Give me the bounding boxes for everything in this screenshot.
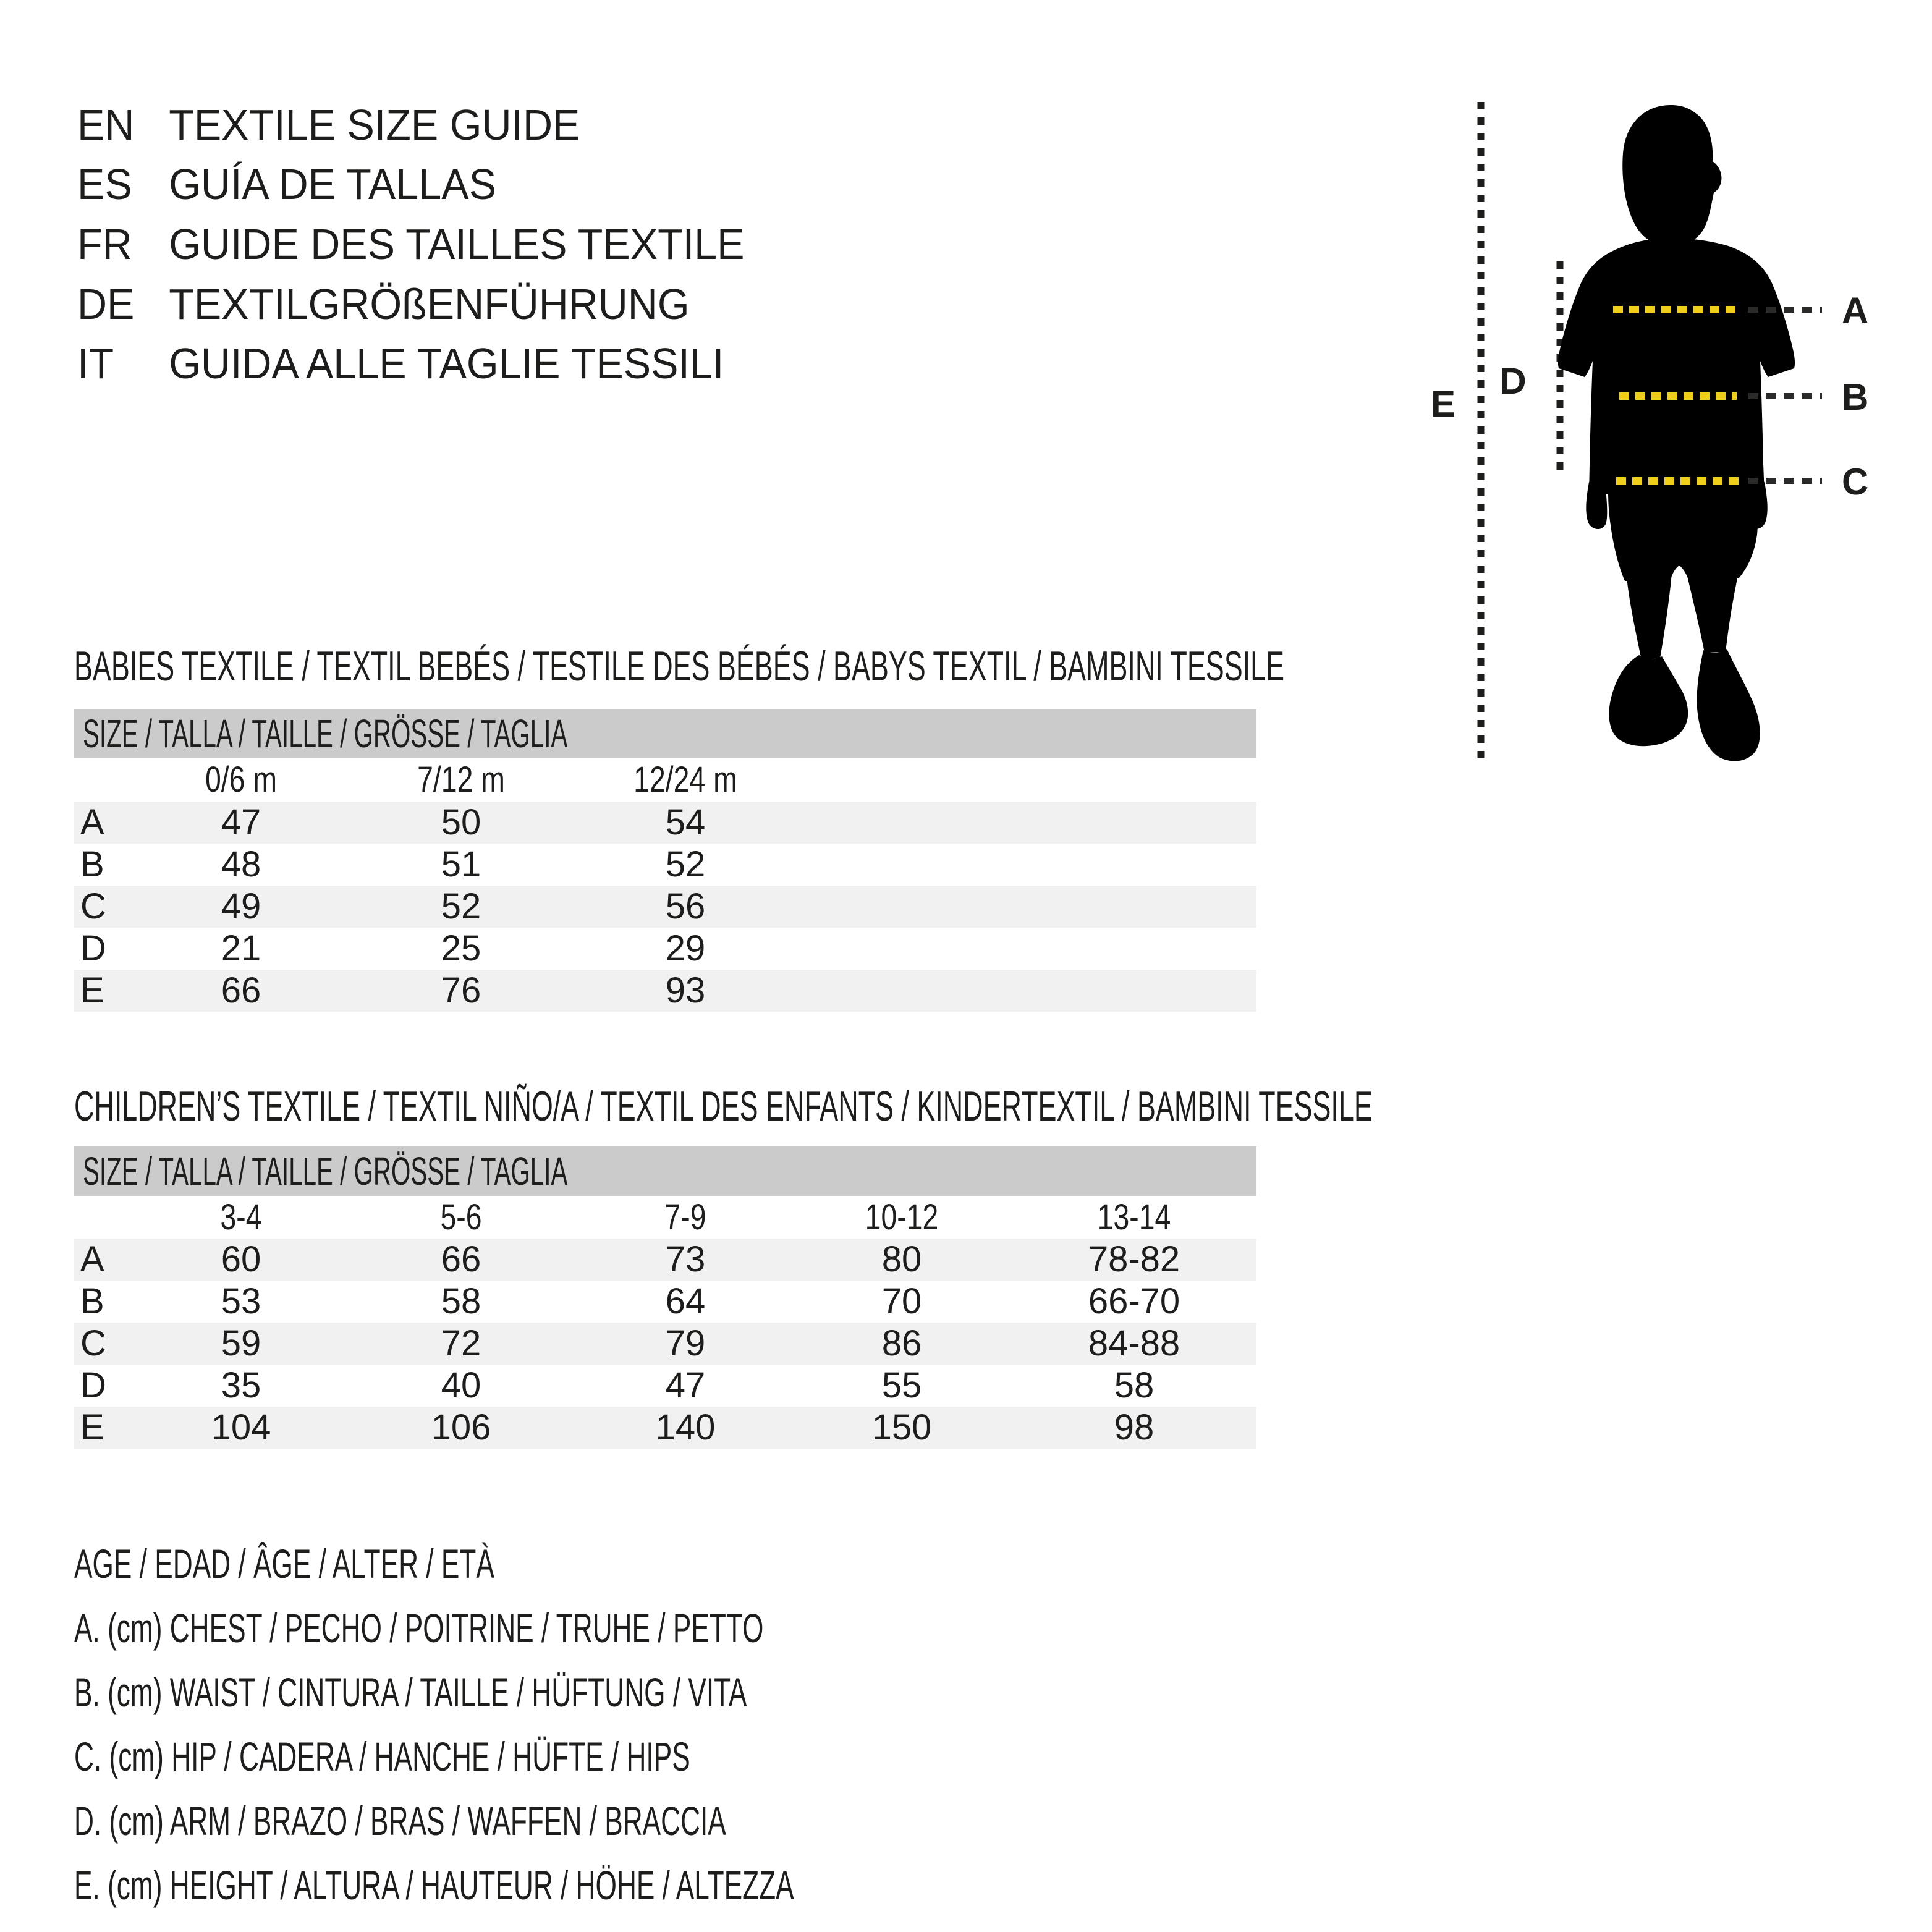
table-cell: 70 xyxy=(881,1281,922,1321)
table-cell: 73 xyxy=(665,1239,706,1279)
legend-hip: C. (cm) HIP / CADERA / HANCHE / HÜFTE / HIPS xyxy=(74,1734,690,1779)
child-silhouette-icon xyxy=(1558,105,1795,761)
table-cell: 58 xyxy=(441,1281,481,1321)
lang-row-en xyxy=(77,101,580,148)
arm-measure-label: D xyxy=(1499,360,1527,402)
lang-code: EN xyxy=(77,101,135,149)
table-cell: 51 xyxy=(441,844,481,884)
children-col-header: 5-6 xyxy=(440,1197,482,1237)
lang-code: DE xyxy=(77,280,135,328)
table-cell: 76 xyxy=(441,970,481,1010)
row-label: E xyxy=(80,970,104,1010)
lang-row-es xyxy=(77,161,496,208)
legend-age: AGE / EDAD / ÂGE / ALTER / ETÀ xyxy=(74,1541,494,1587)
legend-chest: A. (cm) CHEST / PECHO / POITRINE / TRUHE / PETTO xyxy=(74,1605,764,1651)
chest-measure-label: A xyxy=(1842,290,1869,331)
table-cell: 59 xyxy=(221,1323,261,1363)
babies-col-header: 7/12 m xyxy=(417,760,505,800)
table-cell: 29 xyxy=(665,928,706,968)
children-size-header: SIZE / TALLA / TAILLE / GRÖSSE / TAGLIA xyxy=(83,1149,568,1193)
children-size-header-band xyxy=(74,1146,1256,1196)
table-cell: 66-70 xyxy=(1088,1281,1180,1321)
children-col-header: 3-4 xyxy=(220,1197,262,1237)
lang-title: TEXTILGRÖßENFÜHRUNG xyxy=(169,280,690,328)
row-label: C xyxy=(80,886,106,926)
table-cell: 140 xyxy=(655,1407,716,1447)
babies-section-title: BABIES TEXTILE / TEXTIL BEBÉS / TESTILE DES BÉBÉS / BABYS TEXTIL / BAMBINI TESSILE xyxy=(74,643,1285,690)
table-cell: 47 xyxy=(665,1365,706,1405)
lang-row-de xyxy=(77,281,690,328)
table-cell: 54 xyxy=(665,802,706,842)
children-section-title: CHILDREN’S TEXTILE / TEXTIL NIÑO/A / TEXTIL DES ENFANTS / KINDERTEXTIL / BAMBINI TESSILE xyxy=(74,1083,1373,1130)
measurement-diagram xyxy=(1409,87,1932,803)
row-label: D xyxy=(80,1365,106,1405)
lang-code: FR xyxy=(77,220,132,268)
lang-row-it xyxy=(77,340,724,387)
legend-height: E. (cm) HEIGHT / ALTURA / HAUTEUR / HÖHE / ALTEZZA xyxy=(74,1862,794,1908)
legend-waist: B. (cm) WAIST / CINTURA / TAILLE / HÜFTUNG / VITA xyxy=(74,1669,747,1715)
lang-title: GUIDA ALLE TAGLIE TESSILI xyxy=(169,339,724,388)
table-cell: 56 xyxy=(665,886,706,926)
table-cell: 84-88 xyxy=(1088,1323,1180,1363)
row-label: D xyxy=(80,928,106,968)
babies-size-header-band xyxy=(74,709,1256,758)
children-col-header: 13-14 xyxy=(1097,1197,1171,1237)
babies-col-header: 12/24 m xyxy=(633,760,737,800)
row-label: B xyxy=(80,844,104,884)
table-cell: 52 xyxy=(665,844,706,884)
table-cell: 53 xyxy=(221,1281,261,1321)
table-cell: 86 xyxy=(881,1323,922,1363)
lang-title: GUÍA DE TALLAS xyxy=(169,160,496,208)
hip-measure-label: C xyxy=(1842,461,1869,502)
table-cell: 52 xyxy=(441,886,481,926)
table-cell: 25 xyxy=(441,928,481,968)
table-cell: 93 xyxy=(665,970,706,1010)
table-cell: 104 xyxy=(211,1407,271,1447)
table-cell: 50 xyxy=(441,802,481,842)
table-cell: 150 xyxy=(871,1407,932,1447)
babies-col-header: 0/6 m xyxy=(205,760,278,800)
lang-title: GUIDE DES TAILLES TEXTILE xyxy=(169,220,745,268)
table-cell: 48 xyxy=(221,844,261,884)
height-measure-label: E xyxy=(1430,383,1456,425)
table-cell: 47 xyxy=(221,802,261,842)
lang-code: ES xyxy=(77,160,132,208)
children-col-header: 7-9 xyxy=(664,1197,706,1237)
lang-row-fr xyxy=(77,221,745,268)
table-cell: 55 xyxy=(881,1365,922,1405)
waist-measure-label: B xyxy=(1842,376,1869,418)
row-label: B xyxy=(80,1281,104,1321)
lang-title: TEXTILE SIZE GUIDE xyxy=(169,101,580,149)
children-col-header: 10-12 xyxy=(865,1197,939,1237)
row-label: E xyxy=(80,1407,104,1447)
table-cell: 64 xyxy=(665,1281,706,1321)
table-cell: 21 xyxy=(221,928,261,968)
table-cell: 80 xyxy=(881,1239,922,1279)
table-cell: 98 xyxy=(1114,1407,1155,1447)
babies-size-header: SIZE / TALLA / TAILLE / GRÖSSE / TAGLIA xyxy=(83,711,568,756)
legend-arm: D. (cm) ARM / BRAZO / BRAS / WAFFEN / BRACCIA xyxy=(74,1798,726,1844)
table-cell: 60 xyxy=(221,1239,261,1279)
table-cell: 49 xyxy=(221,886,261,926)
table-cell: 66 xyxy=(441,1239,481,1279)
table-cell: 72 xyxy=(441,1323,481,1363)
table-cell: 66 xyxy=(221,970,261,1010)
table-cell: 58 xyxy=(1114,1365,1155,1405)
table-cell: 40 xyxy=(441,1365,481,1405)
table-cell: 106 xyxy=(431,1407,491,1447)
table-cell: 79 xyxy=(665,1323,706,1363)
lang-code: IT xyxy=(77,339,114,388)
row-label: C xyxy=(80,1323,106,1363)
table-cell: 78-82 xyxy=(1088,1239,1180,1279)
table-cell: 35 xyxy=(221,1365,261,1405)
row-label: A xyxy=(80,1239,104,1279)
row-label: A xyxy=(80,802,104,842)
